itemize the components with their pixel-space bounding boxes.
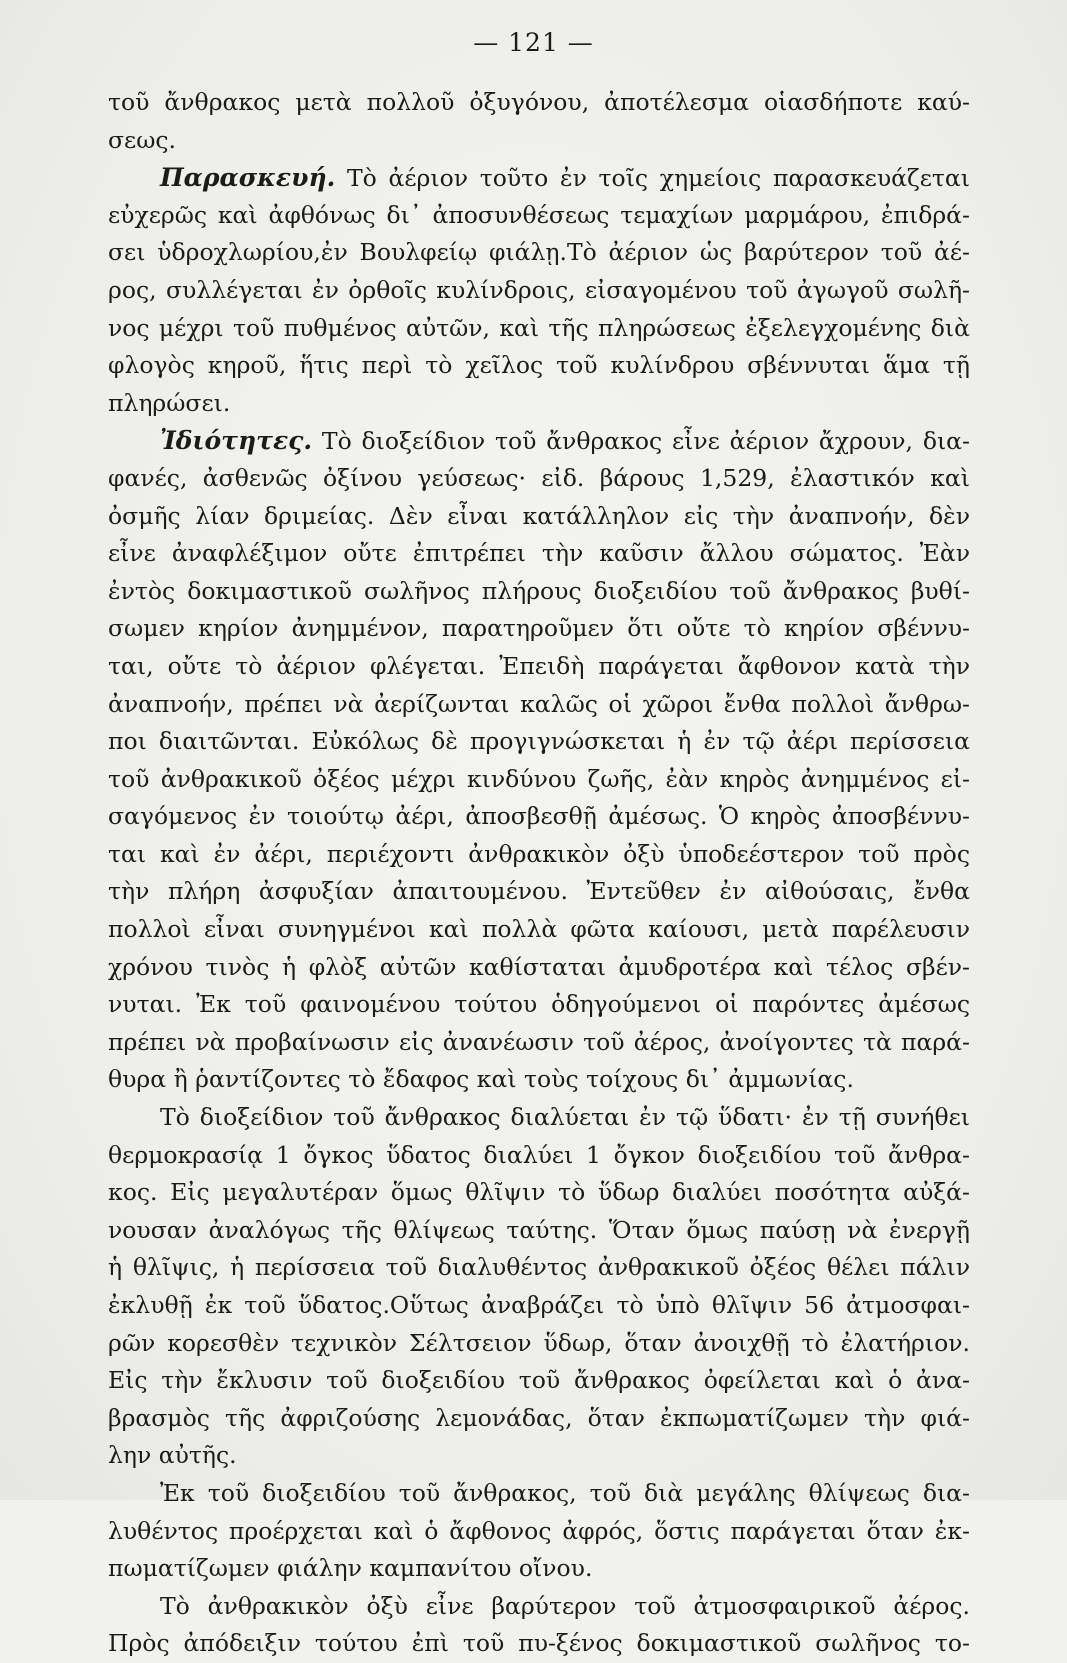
text-line: [108, 1099, 970, 1137]
text-line: [108, 761, 970, 799]
line-text: τὴν πλήρη ἀσφυξίαν ἀπαιτουμένου. Ἐντεῦθεν ἐν αἰθούσαις, ἔνθα: [108, 877, 970, 906]
text-line: [108, 347, 970, 385]
text-line: [108, 84, 970, 122]
line-text: ὀσμῆς λίαν δριμείας. Δὲν εἶναι κατάλληλον εἰς τὴν ἀναπνοήν, δὲν: [108, 501, 970, 530]
text-line: [108, 873, 970, 911]
line-text: ρος, συλλέγεται ἐν ὀρθοῖς κυλίνδροις, εἰσαγομένου τοῦ ἀγωγοῦ σωλῆ-: [108, 275, 970, 304]
section-heading: Ἰδιότητες.: [160, 426, 313, 456]
line-text: θερμοκρασίᾳ 1 ὄγκος ὕδατος διαλύει 1 ὄγκον διοξειδίου τοῦ ἄνθρα-: [108, 1140, 970, 1169]
line-text: σαγόμενος ἐν τοιούτῳ ἀέρι, ἀποσβεσθῇ ἀμέσως. Ὁ κηρὸς ἀποσβέννυ-: [108, 802, 970, 831]
line-text: Ἐκ τοῦ διοξειδίου τοῦ ἄνθρακος, τοῦ διὰ μεγάλης θλίψεως δια-: [160, 1478, 970, 1507]
line-text: ἐντὸς δοκιμαστικοῦ σωλῆνος πλήρους διοξειδίου τοῦ ἄνθρακος βυθί-: [108, 576, 970, 605]
line-text: τοῦ ἄνθρακος μετὰ πολλοῦ ὀξυγόνου, ἀποτέλεσμα οἱασδήποτε καύ-: [108, 88, 970, 116]
text-line: [108, 1625, 970, 1663]
line-text: Τὸ ἀνθρακικὸν ὀξὺ εἶνε βαρύτερον τοῦ ἀτμοσφαιρικοῦ ἀέρος.: [160, 1591, 970, 1620]
text-line: [108, 1588, 970, 1626]
line-text: φανές, ἀσθενῶς ὀξίνου γεύσεως· εἰδ. βάρους 1,529, ἐλαστικόν καὶ: [108, 463, 970, 492]
text-line: [108, 1174, 970, 1212]
line-text: ται καὶ ἐν ἀέρι, περιέχοντι ἀνθρακικὸν ὀξὺ ὑποδεέστερον τοῦ πρὸς: [108, 839, 970, 868]
line-text: Εἰς τὴν ἔκλυσιν τοῦ διοξειδίου τοῦ ἄνθρακος ὀφείλεται καὶ ὁ ἀνα-: [108, 1366, 970, 1395]
text-line: [108, 723, 970, 761]
text-line: [108, 422, 970, 460]
text-line: [108, 986, 970, 1024]
text-line: [108, 498, 970, 536]
line-text: ἡ θλῖψις, ἡ περίσσεια τοῦ διαλυθέντος ἀνθρακικοῦ ὀξέος θέλει πάλιν: [108, 1253, 970, 1282]
text-line: [108, 1249, 970, 1287]
line-text: κος. Εἰς μεγαλυτέραν ὅμως θλῖψιν τὸ ὕδωρ διαλύει ποσότητα αὐξά-: [108, 1178, 970, 1207]
line-text: σει ὑδροχλωρίου,ἐν Βουλφείῳ φιάλῃ.Τὸ ἀέριον ὡς βαρύτερον τοῦ ἀέ-: [108, 238, 970, 267]
text-line: [108, 1513, 970, 1551]
text-line: [108, 272, 970, 310]
text-line: [108, 310, 970, 348]
text-line: [108, 1362, 970, 1400]
line-text: εὐχερῶς καὶ ἀφθόνως δι᾽ ἀποσυνθέσεως τεμαχίων μαρμάρου, ἐπιδρά-: [108, 200, 970, 229]
text-line: [108, 573, 970, 611]
text-line: [108, 686, 970, 724]
text-line: [108, 610, 970, 648]
line-text: χρόνου τινὸς ἡ φλὸξ αὐτῶν καθίσταται ἀμυδροτέρα καὶ τέλος σβέν-: [108, 952, 970, 981]
text-line: [108, 1550, 970, 1588]
text-line: [108, 798, 970, 836]
line-text: Τὸ ἀέριον τοῦτο ἐν τοῖς χημείοις παρασκευάζεται: [335, 164, 970, 193]
line-text: λυθέντος προέρχεται καὶ ὁ ἄφθονος ἀφρός, ὅστις παράγεται ὅταν ἐκ-: [108, 1516, 970, 1545]
line-text: εἶνε ἀναφλέξιμον οὔτε ἐπιτρέπει τὴν καῦσιν ἄλλου σώματος. Ἐὰν: [108, 539, 970, 568]
line-text: θυρα ἢ ῥαντίζοντες τὸ ἔδαφος καὶ τοὺς τοίχους δι᾽ ἀμμωνίας.: [108, 1065, 854, 1094]
line-text: ἐκλυθῇ ἐκ τοῦ ὕδατος.Οὕτως ἀναβράζει τὸ ὑπὸ θλῖψιν 56 ἀτμοσφαι-: [108, 1291, 970, 1319]
text-line: [108, 1024, 970, 1062]
text-line: [108, 1287, 970, 1325]
line-text: λην αὐτῆς.: [108, 1441, 237, 1470]
line-text: Τὸ διοξείδιον τοῦ ἄνθρακος διαλύεται ἐν τῷ ὕδατι· ἐν τῇ συνήθει: [160, 1103, 970, 1132]
text-line: [108, 1325, 970, 1363]
line-text: ἀναπνοήν, πρέπει νὰ ἀερίζωνται καλῶς οἱ χῶροι ἔνθα πολλοὶ ἄνθρω-: [108, 689, 970, 718]
text-line: [108, 122, 970, 160]
page-number: — 121 —: [473, 28, 594, 57]
line-text: πολλοὶ εἶναι συνηγμένοι καὶ πολλὰ φῶτα καίουσι, μετὰ παρέλευσιν: [108, 915, 970, 944]
line-text: Πρὸς ἀπόδειξιν τούτου ἐπὶ τοῦ πυ-ξένος δοκιμαστικοῦ σωλῆνος το-: [108, 1629, 970, 1658]
text-line: [108, 159, 970, 197]
line-text: βρασμὸς τῆς ἀφριζούσης λεμονάδας, ὅταν ἐκπωματίζωμεν τὴν φιά-: [108, 1403, 970, 1432]
text-line: [108, 535, 970, 573]
section-heading: Παρασκευή.: [160, 163, 336, 193]
line-text: φλογὸς κηροῦ, ἥτις περὶ τὸ χεῖλος τοῦ κυλίνδρου σβέννυται ἅμα τῇ: [108, 351, 970, 380]
body-text: [108, 84, 970, 1663]
line-text: πωματίζωμεν φιάλην καμπανίτου οἴνου.: [108, 1554, 593, 1583]
text-line: [108, 1137, 970, 1175]
line-text: ρῶν κορεσθὲν τεχνικὸν Σέλτσειον ὕδωρ, ὅταν ἀνοιχθῇ τὸ ἐλατήριον.: [108, 1328, 970, 1357]
line-text: νος μέχρι τοῦ πυθμένος αὐτῶν, καὶ τῆς πληρώσεως ἐξελεγχομένης διὰ: [108, 313, 970, 342]
line-text: νουσαν ἀναλόγως τῆς θλίψεως ταύτης. Ὅταν ὅμως παύσῃ νὰ ἐνεργῇ: [108, 1215, 970, 1244]
line-text: σωμεν κηρίον ἀνημμένον, παρατηροῦμεν ὅτι οὔτε τὸ κηρίον σβέννυ-: [108, 614, 970, 643]
line-text: τοῦ ἀνθρακικοῦ ὀξέος μέχρι κινδύνου ζωῆς, ἐὰν κηρὸς ἀνημμένος εἰ-: [108, 764, 970, 793]
text-line: [108, 949, 970, 987]
text-line: [108, 234, 970, 272]
line-text: σεως.: [108, 125, 177, 154]
line-text: ποι διαιτῶνται. Εὐκόλως δὲ προγιγνώσκεται ἡ ἐν τῷ ἀέρι περίσσεια: [108, 727, 970, 756]
text-line: [108, 836, 970, 874]
line-text: Τὸ διοξείδιον τοῦ ἄνθρακος εἶνε ἀέριον ἄχρουν, δια-: [312, 427, 970, 456]
line-text: ται, οὔτε τὸ ἀέριον φλέγεται. Ἐπειδὴ παράγεται ἄφθονον κατὰ τὴν: [108, 651, 970, 680]
text-line: [108, 1437, 970, 1475]
text-line: [108, 1212, 970, 1250]
text-line: [108, 911, 970, 949]
line-text: πρέπει νὰ προβαίνωσιν εἰς ἀνανέωσιν τοῦ ἀέρος, ἀνοίγοντες τὰ παρά-: [108, 1027, 970, 1056]
line-text: πληρώσει.: [108, 388, 231, 417]
text-line: [108, 1475, 970, 1513]
text-line: [108, 648, 970, 686]
text-line: [108, 1061, 970, 1099]
text-line: [108, 385, 970, 423]
text-line: [108, 197, 970, 235]
text-line: [108, 1400, 970, 1438]
text-line: [108, 460, 970, 498]
line-text: νυται. Ἐκ τοῦ φαινομένου τούτου ὁδηγούμενοι οἱ παρόντες ἀμέσως: [108, 990, 970, 1019]
